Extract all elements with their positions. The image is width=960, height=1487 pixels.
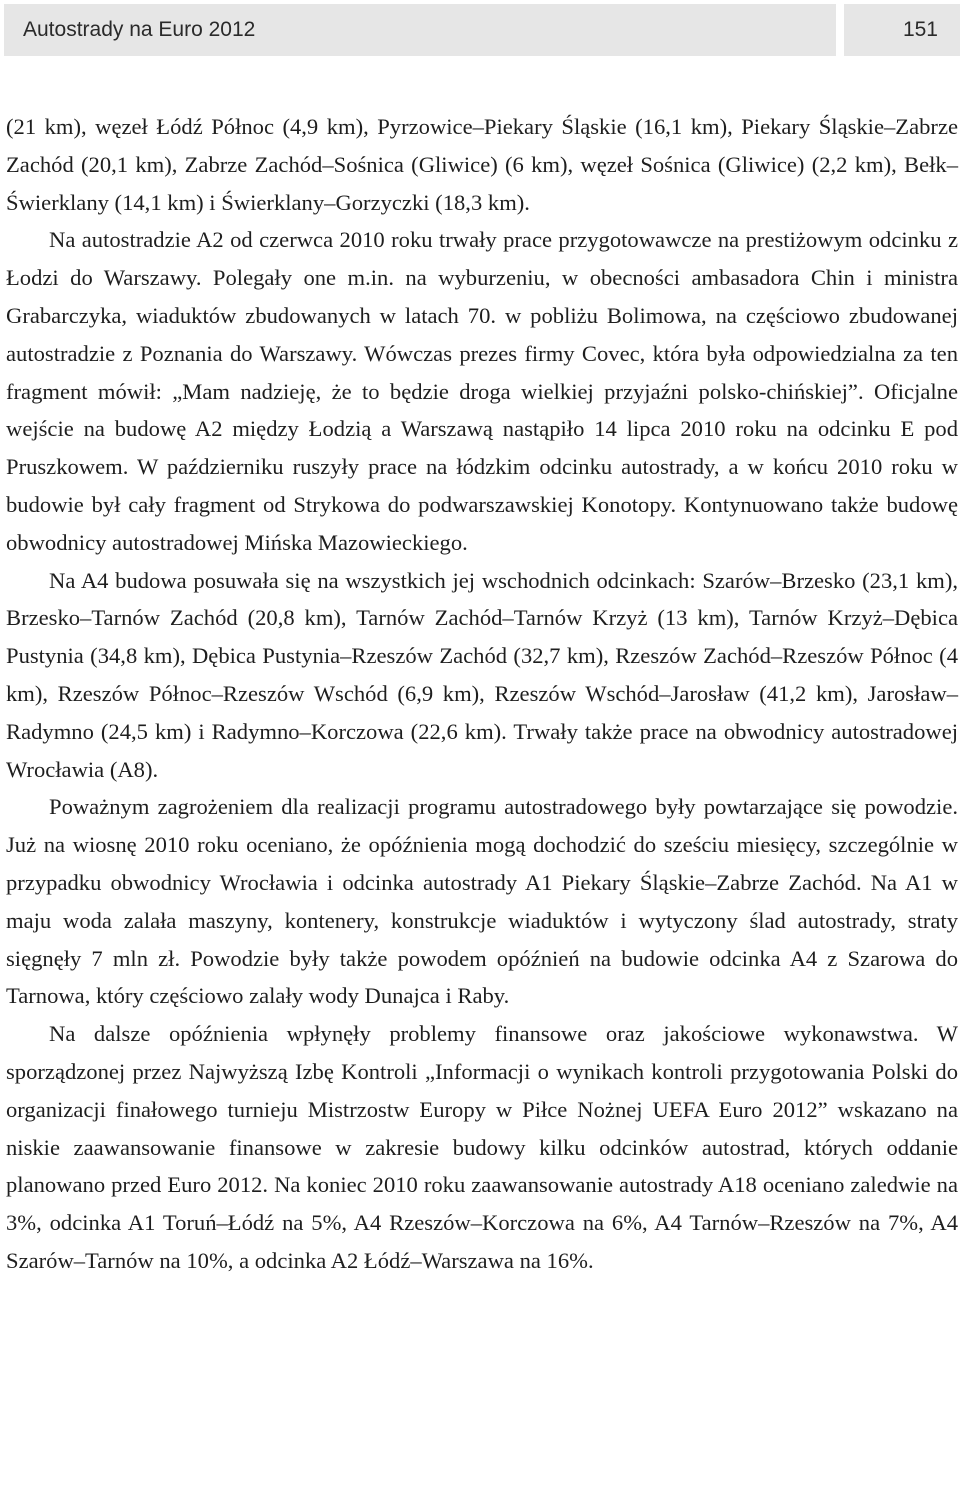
paragraph-a4-works: Na A4 budowa posuwała się na wszystkich jej wschodnich odcinkach: Szarów–Brzesko (23,1 km), Brzesko–Tarnów Zachód (20,8 km), Tarnów Zachód–Tarnów Krzyż (13 km), Tarnów Krzyż–Dębica Pustynia (34,8 km), Dębica Pustynia–Rzeszów Zachód (32,7 km), Rzeszów Zachód–Rzeszów Północ (4 km), Rzeszów Północ–Rzeszów Wschód (6,9 km), Rzeszów Wschód–Jarosław (41,2 km), Jarosław–Radymno (24,5 km) i Radymno–Korczowa (22,6 km). Trwały także prace na obwodnicy autostradowej Wrocławia (A8). bbox=[6, 567, 958, 782]
paragraph-continuation: (21 km), węzeł Łódź Północ (4,9 km), Pyrzowice–Piekary Śląskie (16,1 km), Piekary Śląskie–Zabrze Zachód (20,1 km), Zabrze Zachód–Sośnica (Gliwice) (6 km), węzeł Sośnica (Gliwice) (2,2 km), Bełk–Świerklany (14,1 km) i Świerklany–Gorzyczki (18,3 km). bbox=[6, 114, 958, 215]
running-title: Autostrady na Euro 2012 bbox=[23, 18, 256, 41]
paragraph-delays: Na dalsze opóźnienia wpłynęły problemy finansowe oraz jakościowe wykonawstwa. W sporządzonej przez Najwyższą Izbę Kontroli „Informacji o wynikach kontroli przygotowania Polski do organizacji finałowego turnieju Mistrzostw Europy w Piłce Nożnej UEFA Euro 2012” wskazano na niskie zaawansowanie finansowe w zakresie budowy kilku odcinków autostrad, których oddanie planowano przed Euro 2012. Na koniec 2010 roku zaawansowanie autostrady A18 oceniano zaledwie na 3%, odcinka A1 Toruń–Łódź na 5%, A4 Rzeszów–Korczowa na 6%, A4 Tarnów–Rzeszów na 7%, A4 Szarów–Tarnów na 10%, a odcinka A2 Łódź–Warszawa na 16%. bbox=[6, 1021, 958, 1273]
header-divider bbox=[836, 4, 844, 56]
running-header bbox=[4, 4, 960, 56]
paragraph-floods: Poważnym zagrożeniem dla realizacji programu autostradowego były powtarzające się powodzie. Już na wiosnę 2010 roku oceniano, że opóźnienia mogą dochodzić do sześciu miesięcy, szczególnie w przypadku obwodnicy Wrocławia i odcinka autostrady A1 Piekary Śląskie–Zabrze Zachód. Na A1 w maju woda zalała maszyny, kontenery, konstrukcje wiaduktów i wytyczony ślad autostrady, straty sięgnęły 7 mln zł. Powodzie były także powodem opóźnień na budowie odcinka A4 z Szarowa do Tarnowa, który częściowo zalały wody Dunajca i Raby. bbox=[6, 794, 958, 1009]
paragraph-a2-works: Na autostradzie A2 od czerwca 2010 roku trwały prace przygotowawcze na prestiżowym odcinku z Łodzi do Warszawy. Polegały one m.in. na wyburzeniu, w obecności ambasadora Chin i ministra Grabarczyka, wiaduktów zbudowanych w latach 70. w pobliżu Bolimowa, na częściowo zbudowanej autostradzie z Poznania do Warszawy. Wówczas prezes firmy Covec, która była odpowiedzialna za ten fragment mówił: „Mam nadzieję, że to będzie droga wielkiej przyjaźni polsko-chińskiej”. Oficjalne wejście na budowę A2 między Łodzią a Warszawą nastąpiło 14 lipca 2010 roku na odcinku E pod Pruszkowem. W październiku ruszyły prace na łódzkim odcinku autostrady, a w końcu 2010 roku w budowie był cały fragment od Strykowa do podwarszawskiej Konotopy. Kontynuowano także budowę obwodnicy autostradowej Mińska Mazowieckiego. bbox=[6, 227, 958, 555]
page-number: 151 bbox=[902, 18, 938, 41]
body-text bbox=[6, 108, 958, 1280]
header-title-box bbox=[4, 4, 836, 56]
header-page-box bbox=[844, 4, 960, 56]
